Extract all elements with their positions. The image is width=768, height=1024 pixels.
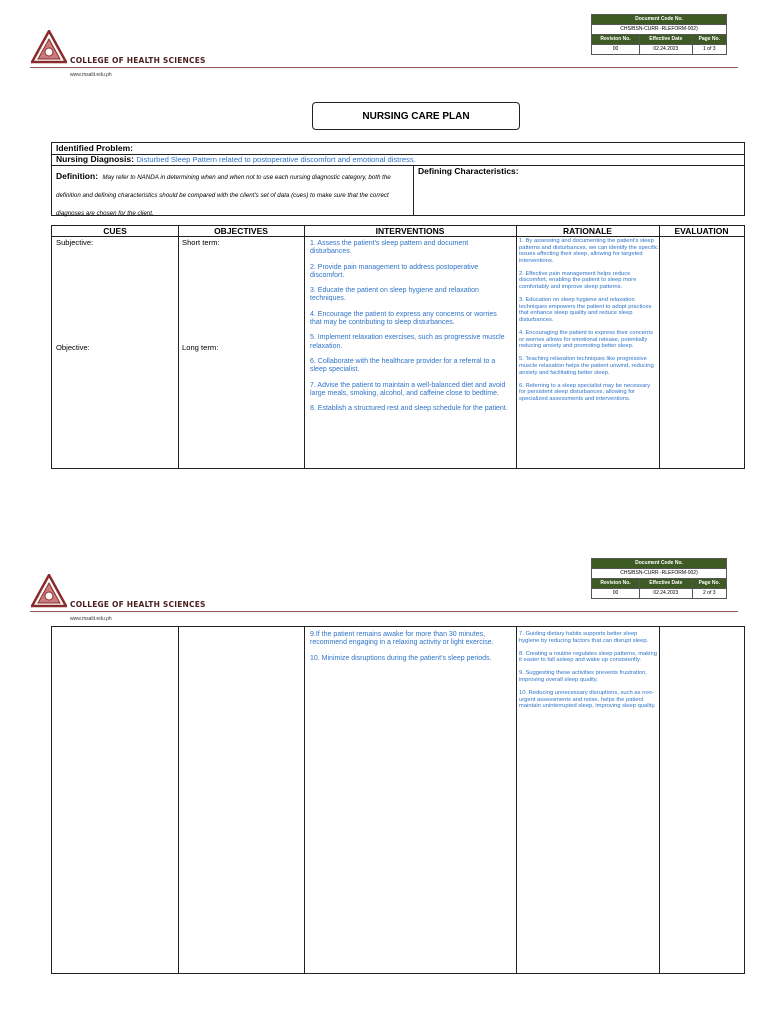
long-term-label: Long term: (182, 343, 219, 352)
rationale-list (519, 631, 658, 716)
effective-header: Effective Date (640, 579, 692, 589)
short-term-label: Short term: (182, 238, 220, 247)
page-value: 2 of 3 (692, 589, 726, 599)
revision-header: Revision No. (592, 35, 640, 45)
effective-value: 02.24.2023 (640, 45, 692, 55)
definition-note: May refer to NANDA in determining when and when not to use each nursing diagnostic category, both the definition and defining characteristics should be compared with the client's set of data (cues) to make sure that the correct diagnoses are chosen for the client. (56, 174, 391, 217)
page-value: 1 of 3 (692, 45, 726, 55)
list-item: 9. Suggesting these activities prevents frustration, improving overall sleep quality. (519, 670, 647, 683)
diagnosis-row (56, 154, 416, 164)
list-item: 7. Advise the patient to maintain a well-balanced diet and avoid large meals, smoking, alcohol, and caffeine close to bedtime. (310, 381, 506, 397)
header-cues: CUES (103, 226, 127, 236)
website-url: www.msalit.edu.ph (70, 616, 112, 622)
website-url: www.msalit.edu.ph (70, 72, 112, 78)
list-item: 3. Educate the patient on sleep hygiene and relaxation techniques. (310, 287, 479, 303)
list-item: 6. Collaborate with the healthcare provider for a referral to a sleep specialist. (310, 357, 496, 374)
list-item: 2. Provide pain management to address postoperative discomfort. (310, 263, 479, 279)
definition-cell (56, 166, 406, 220)
definition-label: Definition: (56, 171, 99, 181)
college-logo-icon (31, 574, 67, 608)
page-title: NURSING CARE PLAN (312, 102, 520, 130)
college-logo-icon (31, 30, 67, 64)
list-item: 8. Establish a structured rest and sleep schedule for the patient. (310, 405, 508, 413)
column-divider (516, 627, 517, 973)
interventions-list (310, 240, 510, 420)
objective-label: Objective: (56, 343, 90, 352)
doc-code-label: Document Code No. (592, 559, 727, 569)
identified-problem-label: Identified Problem: (56, 143, 133, 153)
revision-value: 00 (592, 45, 640, 55)
list-item: 10. Minimize disruptions during the patient's sleep periods. (310, 654, 492, 662)
column-divider (304, 627, 305, 973)
list-item: 4. Encouraging the patient to express their concerns or worries allows for emotional release, potentially reducing anxiety and promoting better sleep. (519, 330, 654, 350)
problem-box (51, 142, 745, 216)
page-header: Page No. (692, 579, 726, 589)
list-item: 1. Assess the patient's sleep pattern and document disturbances. (310, 240, 469, 256)
effective-header: Effective Date (640, 35, 692, 45)
list-item: 8. Creating a routine regulates sleep patterns, making it easier to fall asleep and wake up consistently. (519, 650, 657, 664)
header-rule (30, 67, 738, 68)
column-divider (304, 226, 305, 468)
page-header: Page No. (692, 35, 726, 45)
header-evaluation: EVALUATION (674, 226, 729, 236)
doc-code-value: CHS/BSN-CURR -RLEFORM-002) (592, 25, 727, 35)
header-underline (52, 236, 744, 237)
list-item: 7. Guiding dietary habits supports better sleep hygiene by reducing factors that can disrupt sleep. (519, 631, 649, 644)
list-item: 10. Reducing unnecessary disruptions, such as non-urgent assessments and noise, helps the patient maintain uninterrupted sleep, improving sleep quality. (519, 690, 656, 710)
column-divider (178, 627, 179, 973)
college-name: COLLEGE OF HEALTH SCIENCES (70, 56, 206, 65)
doc-code-label: Document Code No. (592, 15, 727, 25)
document-code-table (591, 14, 727, 55)
subjective-label: Subjective: (56, 238, 94, 247)
revision-value: 00 (592, 589, 640, 599)
list-item: 5. Implement relaxation exercises, such as progressive muscle relaxation. (310, 334, 505, 350)
defining-characteristics-label: Defining Characteristics: (418, 166, 519, 176)
column-divider (178, 226, 179, 468)
nursing-diagnosis-label: Nursing Diagnosis: (56, 154, 134, 164)
header-rationale: RATIONALE (563, 226, 612, 236)
list-item: 6. Referring to a sleep specialist may be necessary for persistent sleep disturbances, allowing for specialized assessments and interventions. (519, 382, 651, 402)
list-item: 1. By assessing and documenting the patient's sleep patterns and disturbances, we can identify the specific issues affecting their sleep, allowing for targeted interventions. (519, 238, 658, 264)
list-item: 9.If the patient remains awake for more than 30 minutes, recommend engaging in a relaxing activity or light exercise. (310, 631, 494, 647)
effective-value: 02.24.2023 (640, 589, 692, 599)
list-item: 5. Teaching relaxation techniques like progressive muscle relaxation helps the patient unwind, reducing anxiety and facilitating better sleep. (519, 356, 654, 376)
header-rule (30, 611, 738, 612)
column-divider (516, 226, 517, 468)
header-interventions: INTERVENTIONS (375, 226, 445, 236)
list-item: 3. Education on sleep hygiene and relaxation techniques empowers the patient to adopt practices that enhance sleep quality and reduce sleep disturbances. (519, 297, 652, 323)
doc-code-value: CHS/BSN-CURR -RLEFORM-002) (592, 569, 727, 579)
list-item: 2. Effective pain management helps reduce discomfort, enabling the patient to sleep more comfortably and improve sleep patterns. (519, 270, 637, 291)
college-name: COLLEGE OF HEALTH SCIENCES (70, 600, 206, 609)
revision-header: Revision No. (592, 579, 640, 589)
document-code-table (591, 558, 727, 599)
nursing-diagnosis-value: Disturbed Sleep Pattern related to postoperative discomfort and emotional distress. (136, 155, 416, 164)
list-item: 4. Encourage the patient to express any concerns or worries that may be contributing to sleep disturbances. (310, 310, 497, 327)
care-plan-table-page2 (51, 626, 745, 974)
care-plan-table-page1 (51, 225, 745, 469)
column-divider (659, 627, 660, 973)
rationale-list (519, 238, 658, 409)
column-divider (659, 226, 660, 468)
header-objectives: OBJECTIVES (214, 226, 268, 236)
interventions-list (310, 631, 510, 670)
definition-divider (413, 165, 414, 215)
